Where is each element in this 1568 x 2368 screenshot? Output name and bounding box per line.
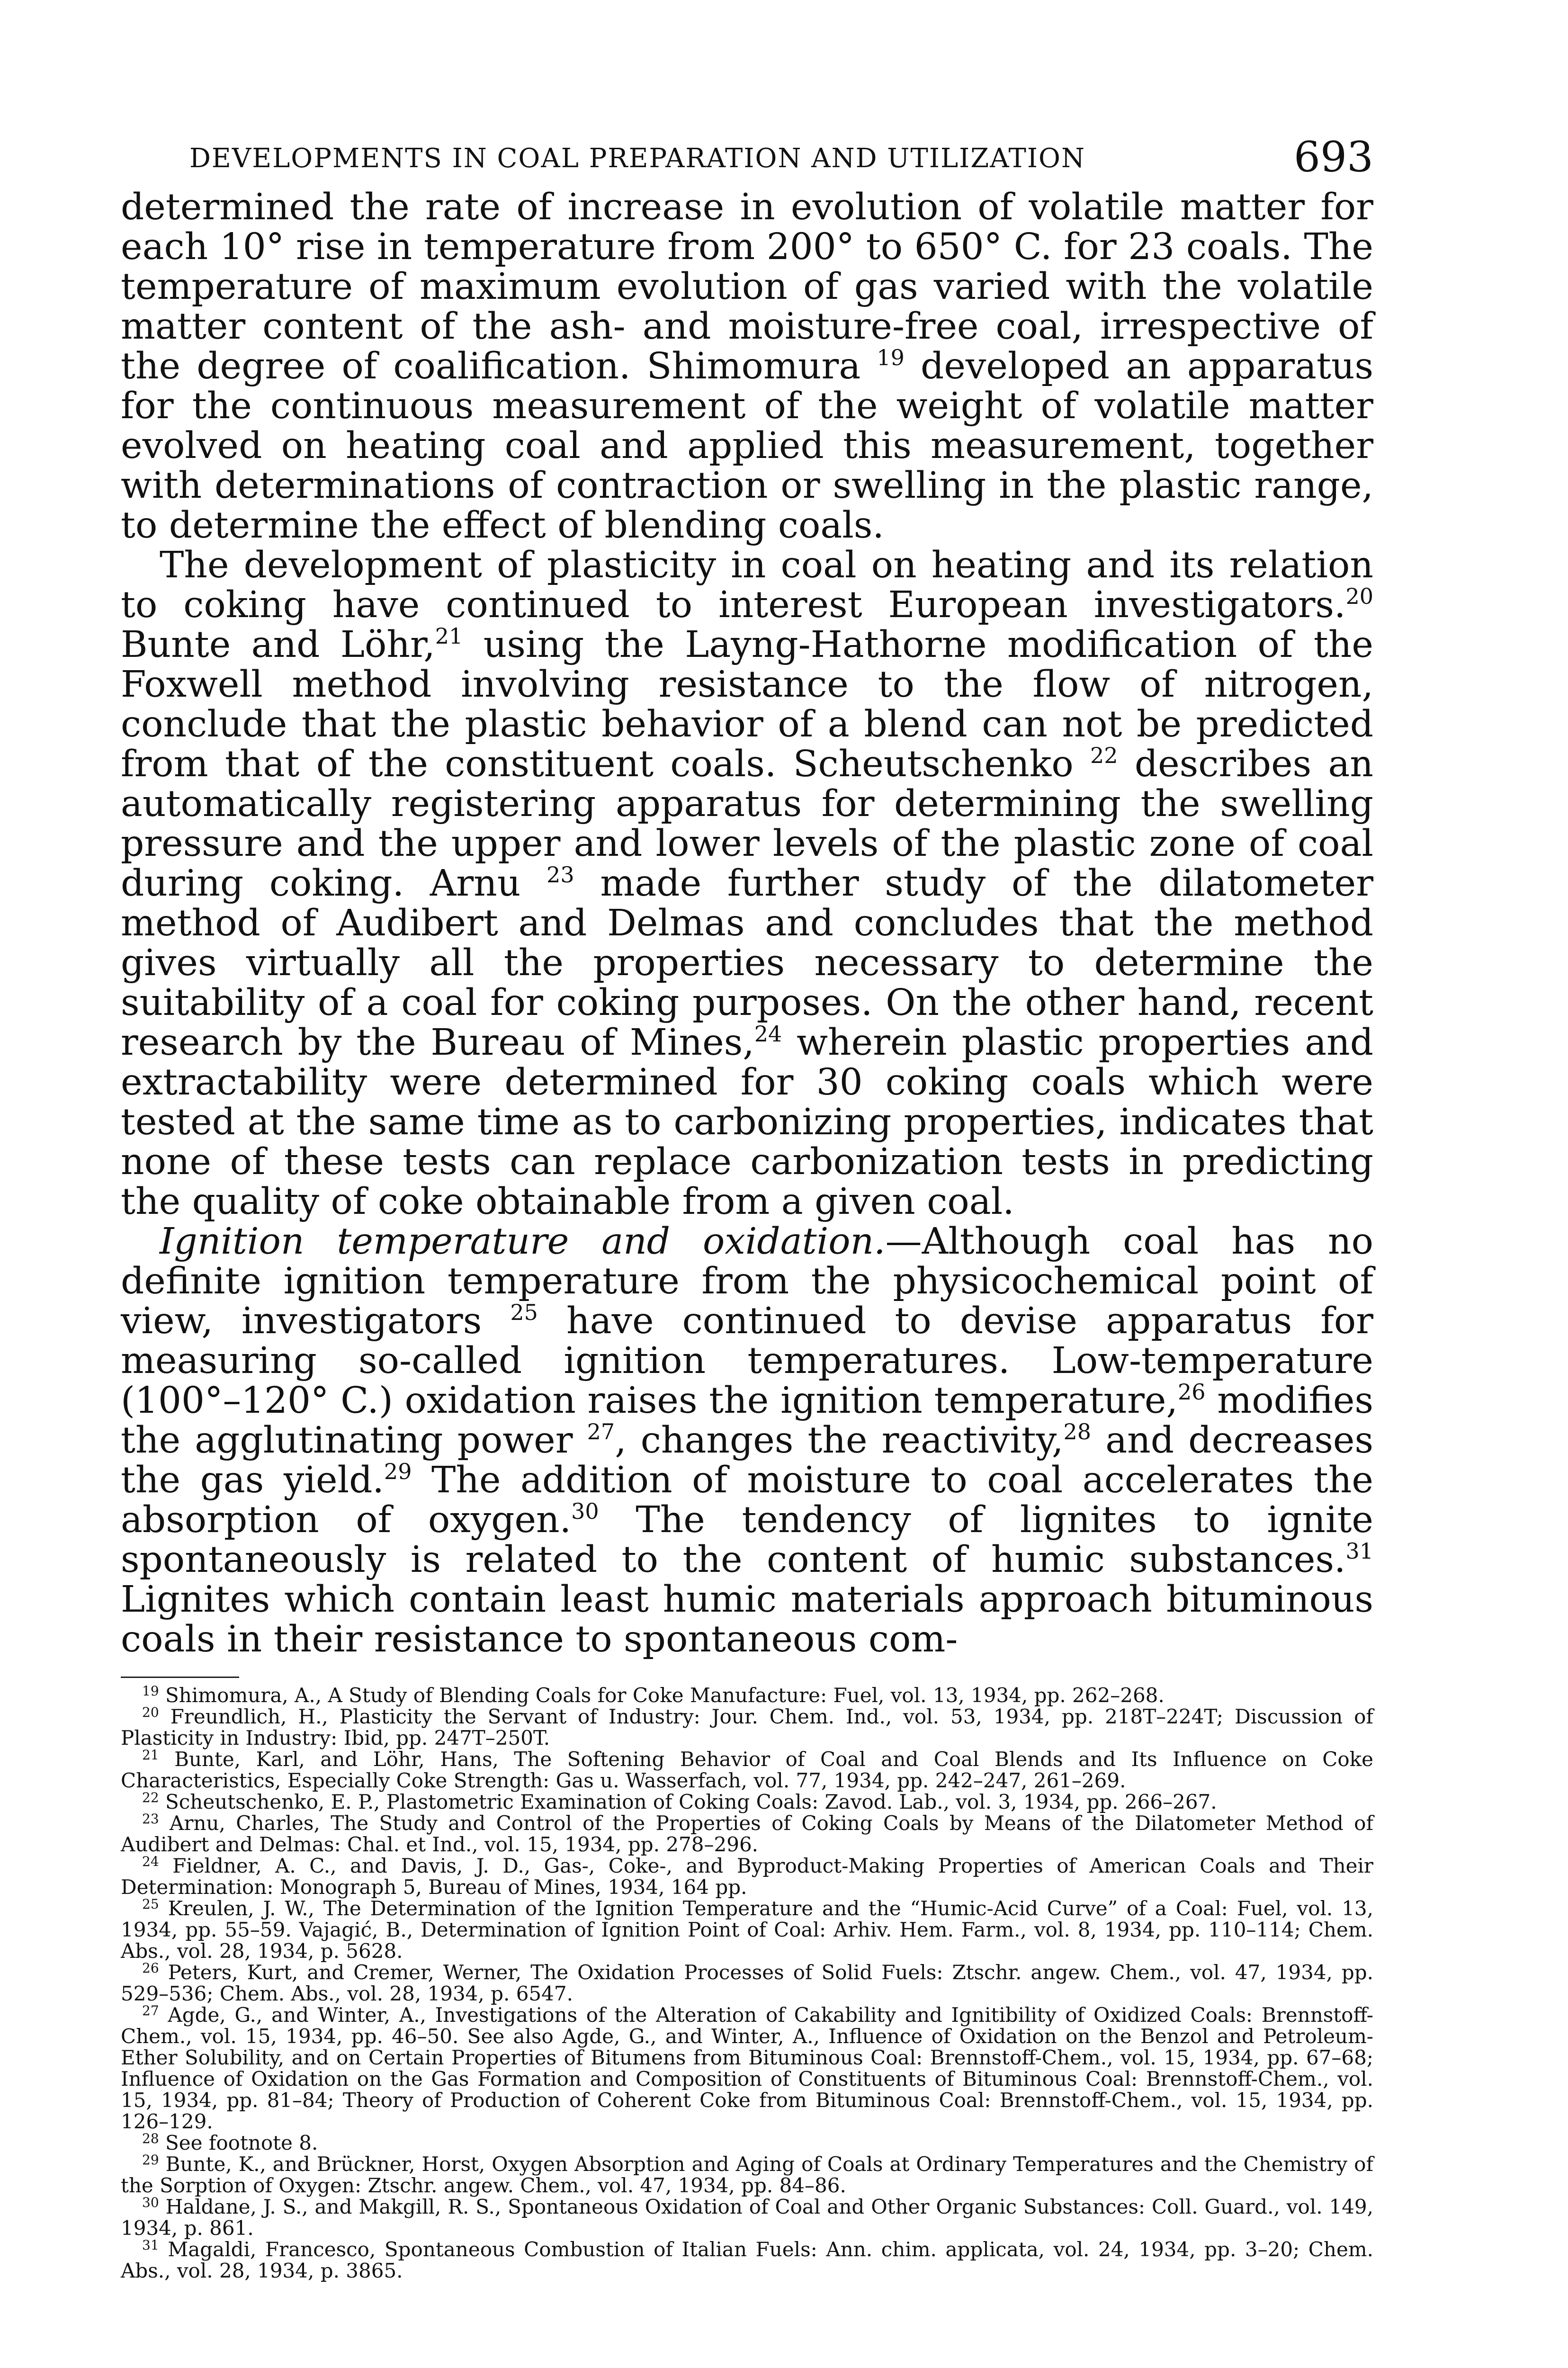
footnote-reference: 23 — [547, 862, 574, 888]
footnote-rule — [121, 1677, 239, 1678]
footnote-number: 28 — [142, 2131, 159, 2146]
footnote-reference: 29 — [384, 1459, 412, 1484]
footnote-number: 22 — [142, 1790, 159, 1805]
footnote-number: 25 — [142, 1896, 159, 1912]
footnote — [121, 1855, 1373, 1898]
footnote-reference: 27 — [587, 1419, 615, 1444]
paragraph-1 — [121, 188, 1373, 546]
footnote — [121, 1685, 1373, 1706]
paragraph-text: The development of plasticity in coal on heating and its relation to coking have continued to interest European investigators. — [121, 544, 1373, 626]
footnote-reference: 21 — [435, 623, 463, 649]
footnote-text: Arnu, Charles, The Study and Control of the Properties of Coking Coals by Means of the Dilatometer Method of Audibert and Delmas: Chal. et Ind., vol. 15, 1934, pp. 278–296. — [121, 1812, 1373, 1856]
page-number: 693 — [1294, 133, 1373, 181]
footnote-number: 21 — [142, 1747, 159, 1763]
footnote-reference: 26 — [1177, 1379, 1206, 1405]
footnote — [121, 2196, 1373, 2239]
footnote — [121, 2132, 1373, 2153]
paragraph-text: Bunte and Löhr, — [121, 624, 435, 666]
running-title: DEVELOPMENTS IN COAL PREPARATION AND UTILIZATION — [189, 143, 1085, 174]
footnote-text: Peters, Kurt, and Cremer, Werner, The Oxidation Processes of Solid Fuels: Ztschr. angew. Chem., vol. 47, 1934, pp. 529–536; Chem. Abs., vol. 28, 1934, p. 6547. — [121, 1961, 1373, 2005]
paragraph-text: developed an apparatus for the continuous measurement of the weight of volatile matter evolved on heating coal and applied this measurement, together with determinations of contraction or swelling in the plastic range, to determine the effect of blending coals. — [121, 345, 1373, 547]
footnote-text: Scheutschenko, E. P., Plastometric Examination of Coking Coals: Zavod. Lab., vol. 3, 1934, pp. 266–267. — [165, 1790, 1217, 1813]
footnotes — [121, 1685, 1373, 2281]
footnote-text: See footnote 8. — [165, 2131, 318, 2154]
footnote-reference: 31 — [1345, 1538, 1373, 1564]
footnote-text: Freundlich, H., Plasticity the Servant of Industry: Jour. Chem. Ind., vol. 53, 1934, pp. 218T–224T; Discussion of Plasticity in Industry: Ibid, pp. 247T–250T. — [121, 1705, 1373, 1749]
footnote-number: 27 — [142, 2003, 159, 2018]
footnote-reference: 20 — [1345, 583, 1373, 609]
footnote-reference: 30 — [571, 1498, 599, 1524]
body-text — [121, 188, 1373, 1659]
footnote-reference: 22 — [1090, 743, 1118, 768]
paragraph-text: The addition of moisture to coal accelerates the absorption of oxygen. — [121, 1459, 1374, 1541]
paragraph-text: —Although coal has no definite ignition temperature from the physicochemical point of view, investigators — [121, 1220, 1373, 1342]
paragraph-text: modifies the agglutinating power — [121, 1380, 1373, 1462]
footnote — [121, 2153, 1373, 2196]
paragraph-text: Lignites which contain least humic materials approach bituminous coals in their resistance to spontaneous com- — [121, 1579, 1373, 1660]
footnote-number: 26 — [142, 1960, 159, 1976]
footnote-text: Agde, G., and Winter, A., Investigations of the Alteration of Cakability and Ignitibility of Oxidized Coals: Brennstoff-Chem., vol. 15, 1934, pp. 46–50. See also Agde, G., and Winter, A., Influence of Oxidation on the Benzol and Petroleum-Ether Solubility, and on Certain Properties of Bitumens from Bituminous Coal: Brennstoff-Chem., vol. 15, 1934, pp. 67–68; Influence of Oxidation on the Gas Formation and Composition of Constituents of Bituminous Coal: Brennstoff-Chem., vol. 15, 1934, pp. 81–84; Theory of Production of Coherent Coke from Bituminous Coal: Brennstoff-Chem., vol. 15, 1934, pp. 126–129. — [121, 2003, 1373, 2133]
footnote-number: 19 — [142, 1683, 159, 1699]
paragraph-text: made further study of the dilatometer method of Audibert and Delmas and concludes that the method gives virtually all the properties necessary to determine the suitability of a coal for coking purposes. On the other hand, recent research by the Bureau of Mines, — [121, 862, 1373, 1064]
footnote-text: Bunte, K., and Brückner, Horst, Oxygen Absorption and Aging of Coals at Ordinary Temperatures and the Chemistry of the Sorption of Oxygen: Ztschr. angew. Chem., vol. 47, 1934, pp. 84–86. — [121, 2153, 1373, 2197]
footnote-reference: 19 — [877, 345, 905, 370]
footnote-reference: 28 — [1063, 1419, 1092, 1444]
footnote — [121, 1706, 1373, 1749]
footnote — [121, 1962, 1373, 2004]
paragraph-text: The tendency of lignites to ignite spontaneously is related to the content of humic substances. — [121, 1499, 1373, 1581]
footnote-text: Bunte, Karl, and Löhr, Hans, The Softening Behavior of Coal and Coal Blends and Its Influence on Coke Characteristics, Especially Coke Strength: Gas u. Wasserfach, vol. 77, 1934, pp. 242–247, 261–269. — [121, 1748, 1373, 1792]
footnote-text: Shimomura, A., A Study of Blending Coals for Coke Manufacture: Fuel, vol. 13, 1934, pp. 262–268. — [165, 1684, 1165, 1707]
paragraph-text: , changes the reactivity, — [615, 1419, 1064, 1462]
footnote-text: Haldane, J. S., and Makgill, R. S., Spontaneous Oxidation of Coal and Other Organic Substances: Coll. Guard., vol. 149, 1934, p. 861. — [121, 2195, 1373, 2240]
paragraph-3 — [121, 1222, 1373, 1659]
running-head — [121, 133, 1373, 185]
footnote-number: 29 — [142, 2152, 159, 2168]
footnote — [121, 1791, 1373, 1812]
footnote-number: 23 — [142, 1811, 159, 1827]
footnote-reference: 25 — [510, 1300, 538, 1325]
paragraph-text: have continued to devise apparatus for measuring so-called ignition temperatures. Low-temperature (100°–120° C.) oxidation raises the ignition temperature, — [121, 1300, 1373, 1422]
paragraph-text: using the Layng-Hathorne modification of the Foxwell method involving resistance to the flow of nitrogen, conclude that the plastic behavior of a blend can not be predicted from that of the constituent coals. Scheutschenko — [121, 624, 1373, 785]
footnote — [121, 1898, 1373, 1962]
section-run-in-heading: Ignition temperature and oxidation. — [160, 1220, 886, 1263]
footnote-text: Kreulen, J. W., The Determination of the Ignition Temperature and the “Humic-Acid Curve” of a Coal: Fuel, vol. 13, 1934, pp. 55–59. Vajagić, B., Determination of Ignition Point of Coal: Arhiv. Hem. Farm., vol. 8, 1934, pp. 110–114; Chem. Abs., vol. 28, 1934, p. 5628. — [121, 1897, 1373, 1963]
footnote — [121, 1749, 1373, 1791]
paragraph-text: describes an automatically registering apparatus for determining the swelling pressure and the upper and lower levels of the plastic zone of coal during coking. Arnu — [121, 743, 1373, 905]
footnote — [121, 1812, 1373, 1855]
footnote — [121, 2004, 1373, 2132]
footnote-number: 31 — [142, 2237, 159, 2253]
footnote — [121, 2239, 1373, 2281]
footnote-number: 30 — [142, 2195, 159, 2210]
paragraph-text: determined the rate of increase in evolution of volatile matter for each 10° rise in temperature from 200° to 650° C. for 23 coals. The temperature of maximum evolution of gas varied with the volatile matter content of the ash- and moisture-free coal, irrespective of the degree of coalification. Shimomura — [121, 186, 1373, 387]
footnote-reference: 24 — [754, 1021, 782, 1047]
paragraph-text: and decreases the gas yield. — [121, 1419, 1373, 1501]
paragraph-2 — [121, 546, 1373, 1222]
footnote-text: Magaldi, Francesco, Spontaneous Combustion of Italian Fuels: Ann. chim. applicata, vol. 24, 1934, pp. 3–20; Chem. Abs., vol. 28, 1934, p. 3865. — [121, 2238, 1373, 2282]
document-page — [121, 133, 1373, 2281]
footnote-number: 20 — [142, 1704, 159, 1720]
paragraph-text: wherein plastic properties and extractability were determined for 30 coking coals which were tested at the same time as to carbonizing properties, indicates that none of these tests can replace carbonization tests in predicting the quality of coke obtainable from a given coal. — [121, 1022, 1373, 1223]
footnote-number: 24 — [142, 1854, 159, 1869]
footnote-text: Fieldner, A. C., and Davis, J. D., Gas-, Coke-, and Byproduct-Making Properties of American Coals and Their Determination: Monograph 5, Bureau of Mines, 1934, 164 pp. — [121, 1854, 1373, 1899]
